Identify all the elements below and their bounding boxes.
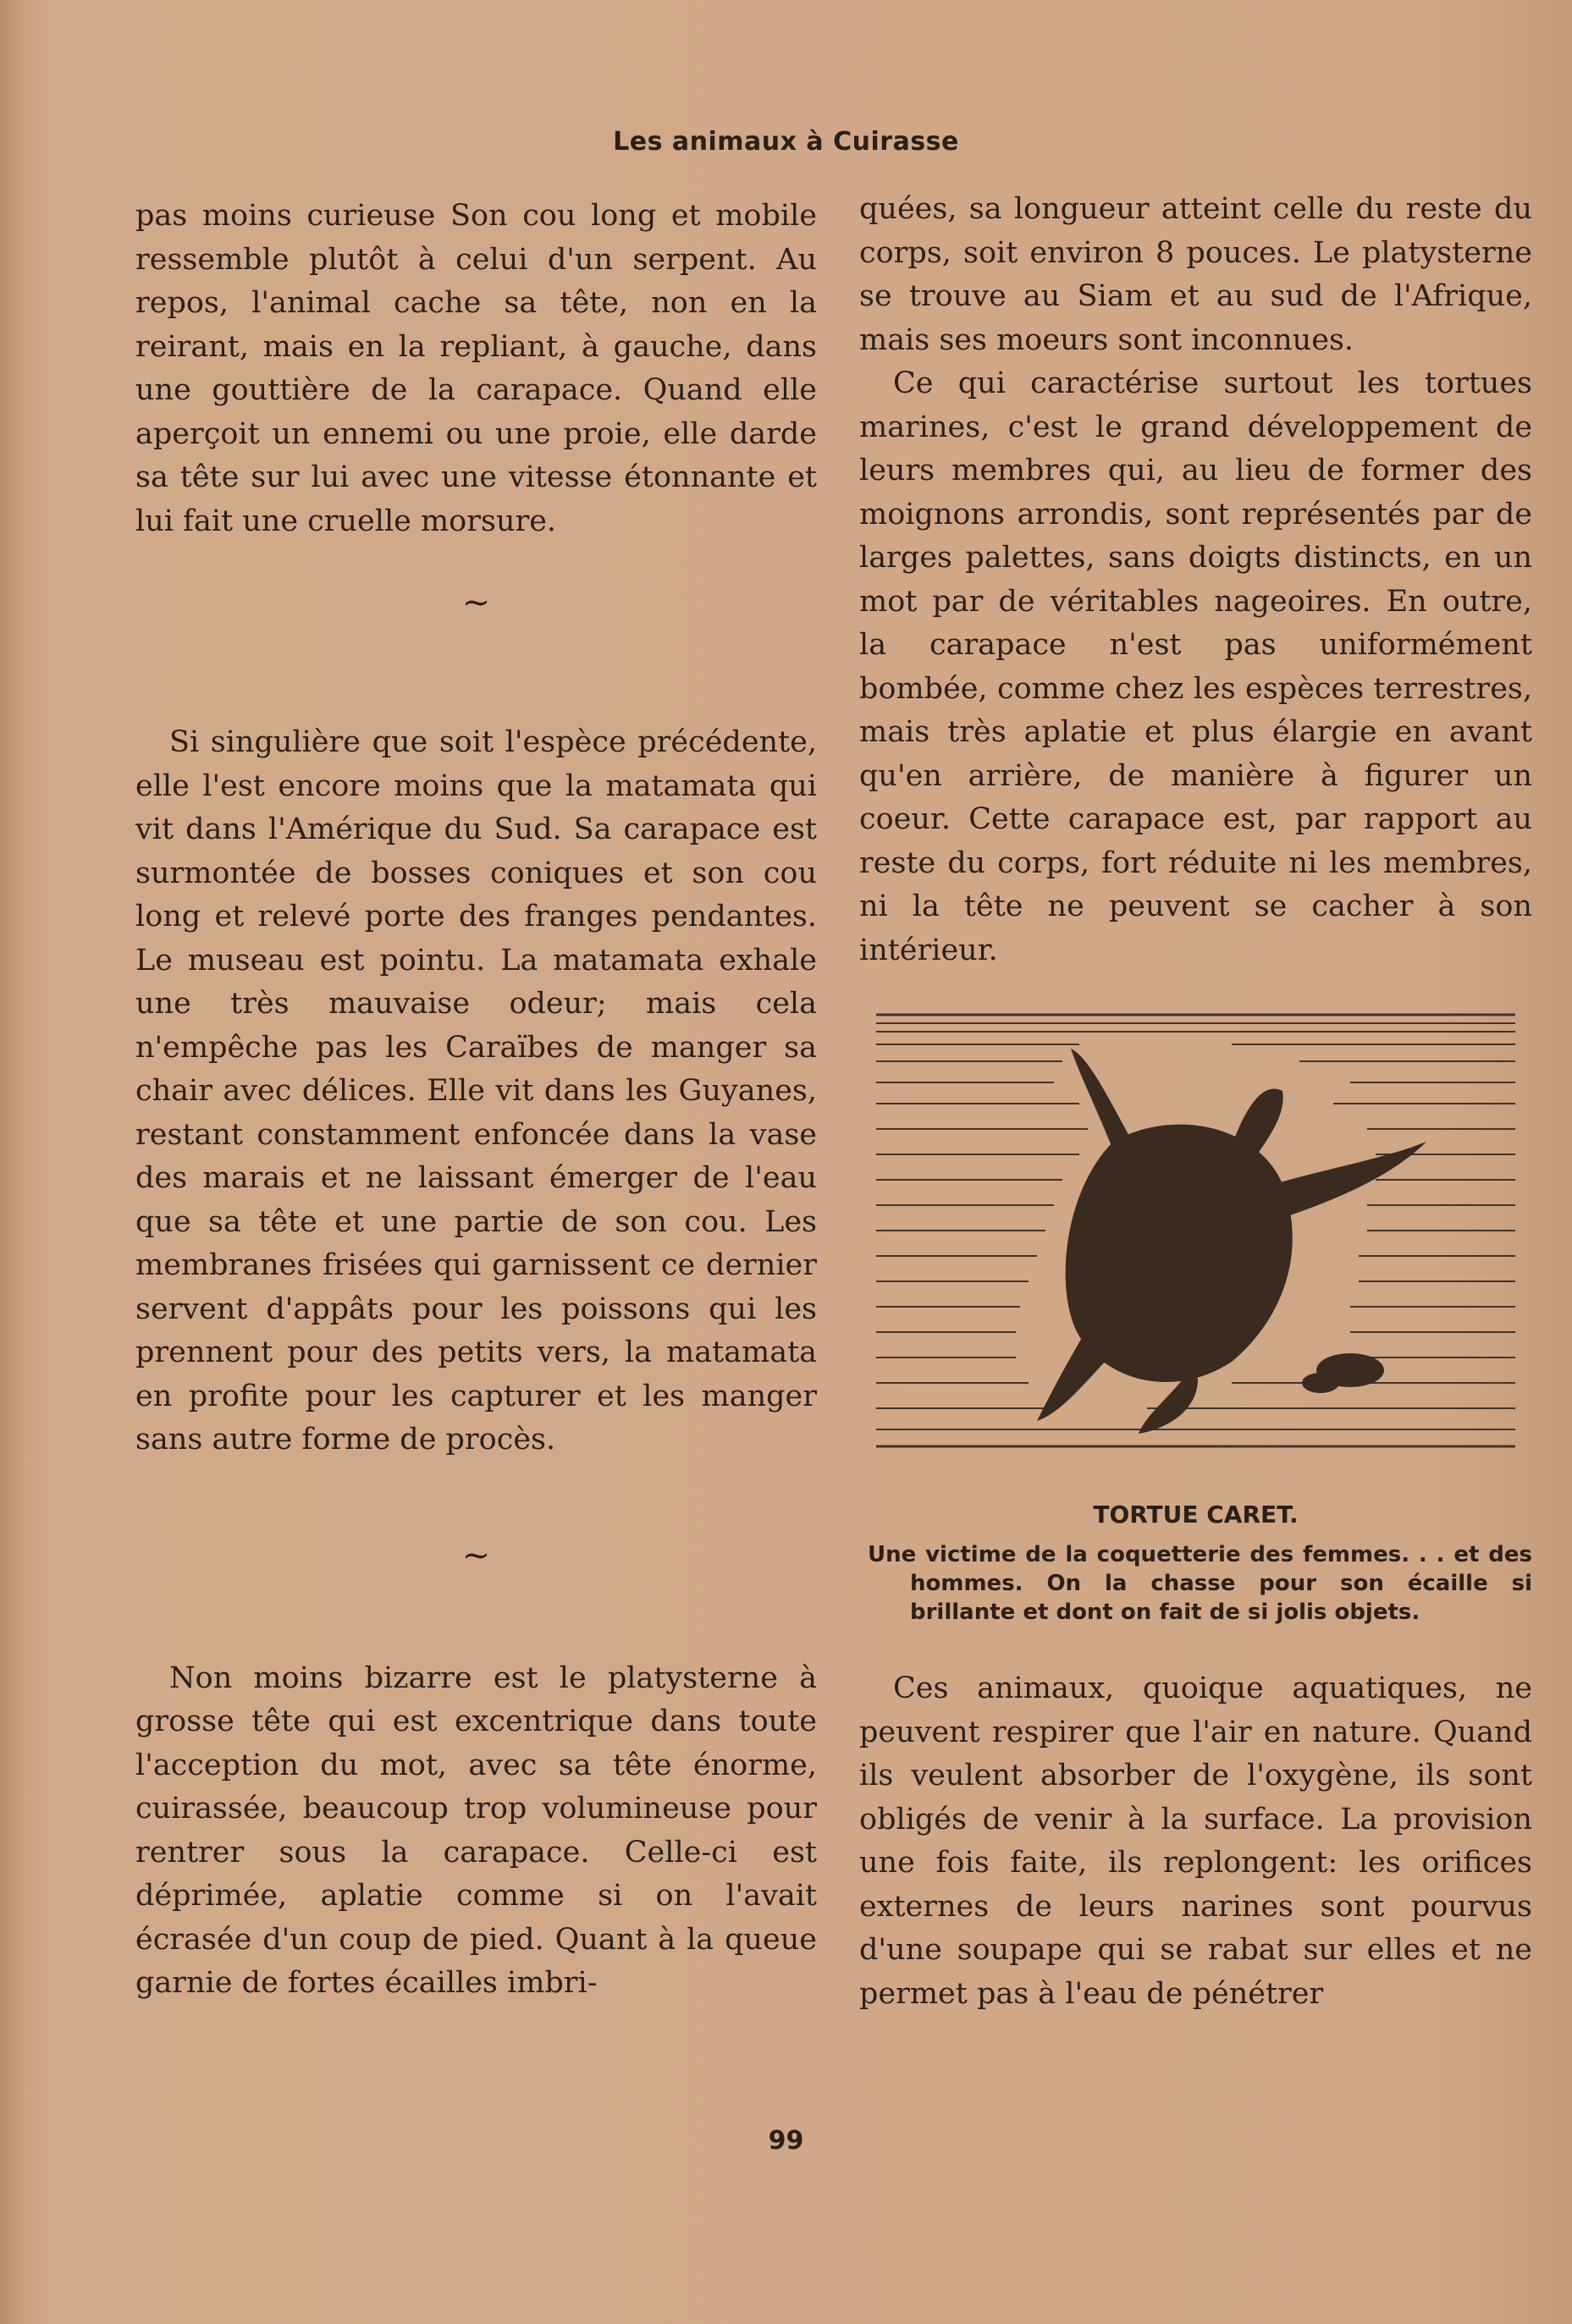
paragraph-left-1: pas moins curieuse Son cou long et mobile ressemble plutôt à celui d'un serpent. Au repos, l'animal cache sa tête, non en la reirant, mais en la repliant, à gauche, dans une gouttière de la carapace. Quand elle aperçoit un ennemi ou une proie, elle darde sa tête sur lui avec une vitesse étonnante et lui fait une cruelle morsure.: [135, 199, 817, 538]
turtle-figure: [859, 998, 1532, 1627]
paragraph-right-2: Ce qui caractérise surtout les tortues marines, c'est le grand développement de leurs membres qui, au lieu de former des moignons arrondis, sont représentés par de larges palettes, sans doigts distincts, en un mot par de véritables nageoires. En outre, la carapace n'est pas uniformément bombée, comme chez les espèces terrestres, mais très aplatie et plus élargie en avant qu'en arrière, de manière à figurer un coeur. Cette carapace est, par rapport au reste du corps, fort réduite ni les membres, ni la tête ne peuvent se cacher à son intérieur.: [859, 366, 1532, 967]
separator-ornament: ~: [461, 1535, 491, 1575]
figure-caption: Une victime de la coquetterie des femmes. . . et des hommes. On la chasse pour son écaille si brillante et dont on fait de si jolis objets.: [868, 1542, 1532, 1625]
page-number: 99: [768, 2126, 804, 2156]
paragraph-right-1: quées, sa longueur atteint celle du reste du corps, soit environ 8 pouces. Le platysterne se trouve au Siam et au sud de l'Afrique, mais ses moeurs sont inconnues.: [859, 192, 1532, 357]
paragraph-left-2: Si singulière que soit l'espèce précédente, elle l'est encore moins que la matamata qui vit dans l'Amérique du Sud. Sa carapace est surmontée de bosses coniques et son cou long et relevé porte des franges pendantes. Le museau est pointu. La matamata exhale une très mauvaise odeur; mais cela n'empêche pas les Caraïbes de manger sa chair avec délices. Elle vit dans les Guyanes, restant constamment enfoncée dans la vase des marais et ne laissant émerger de l'eau que sa tête et une partie de son cou. Les membranes frisées qui garnissent ce dernier servent d'appâts pour les poissons qui les prennent pour des petits vers, la matamata en profite pour les capturer et les manger sans autre forme de procès.: [135, 725, 817, 1457]
sea-turtle-illustration: [859, 998, 1532, 1480]
paragraph-right-3: Ces animaux, quoique aquatiques, ne peuvent respirer que l'air en nature. Quand ils veulent absorber de l'oxygène, ils sont obligés de venir à la surface. La provision une fois faite, ils replongent: les orifices externes de leurs narines sont pourvus d'une soupape qui se rabat sur elles et ne permet pas à l'eau de pénétrer: [859, 1671, 1532, 2011]
paragraph-left-3: Non moins bizarre est le platysterne à grosse tête qui est excentrique dans toute l'acception du mot, avec sa tête énorme, cuirassée, beaucoup trop volumineuse pour rentrer sous la carapace. Celle-ci est déprimée, aplatie comme si on l'avait écrasée d'un coup de pied. Quant à la queue garnie de fortes écailles imbri-: [135, 1660, 817, 2000]
left-column: [135, 195, 817, 2006]
figure-title: TORTUE CARET.: [1093, 1501, 1299, 1528]
separator-ornament: ~: [461, 583, 491, 622]
running-head: Les animaux à Cuirasse: [613, 127, 959, 157]
right-column: [859, 188, 1532, 2016]
